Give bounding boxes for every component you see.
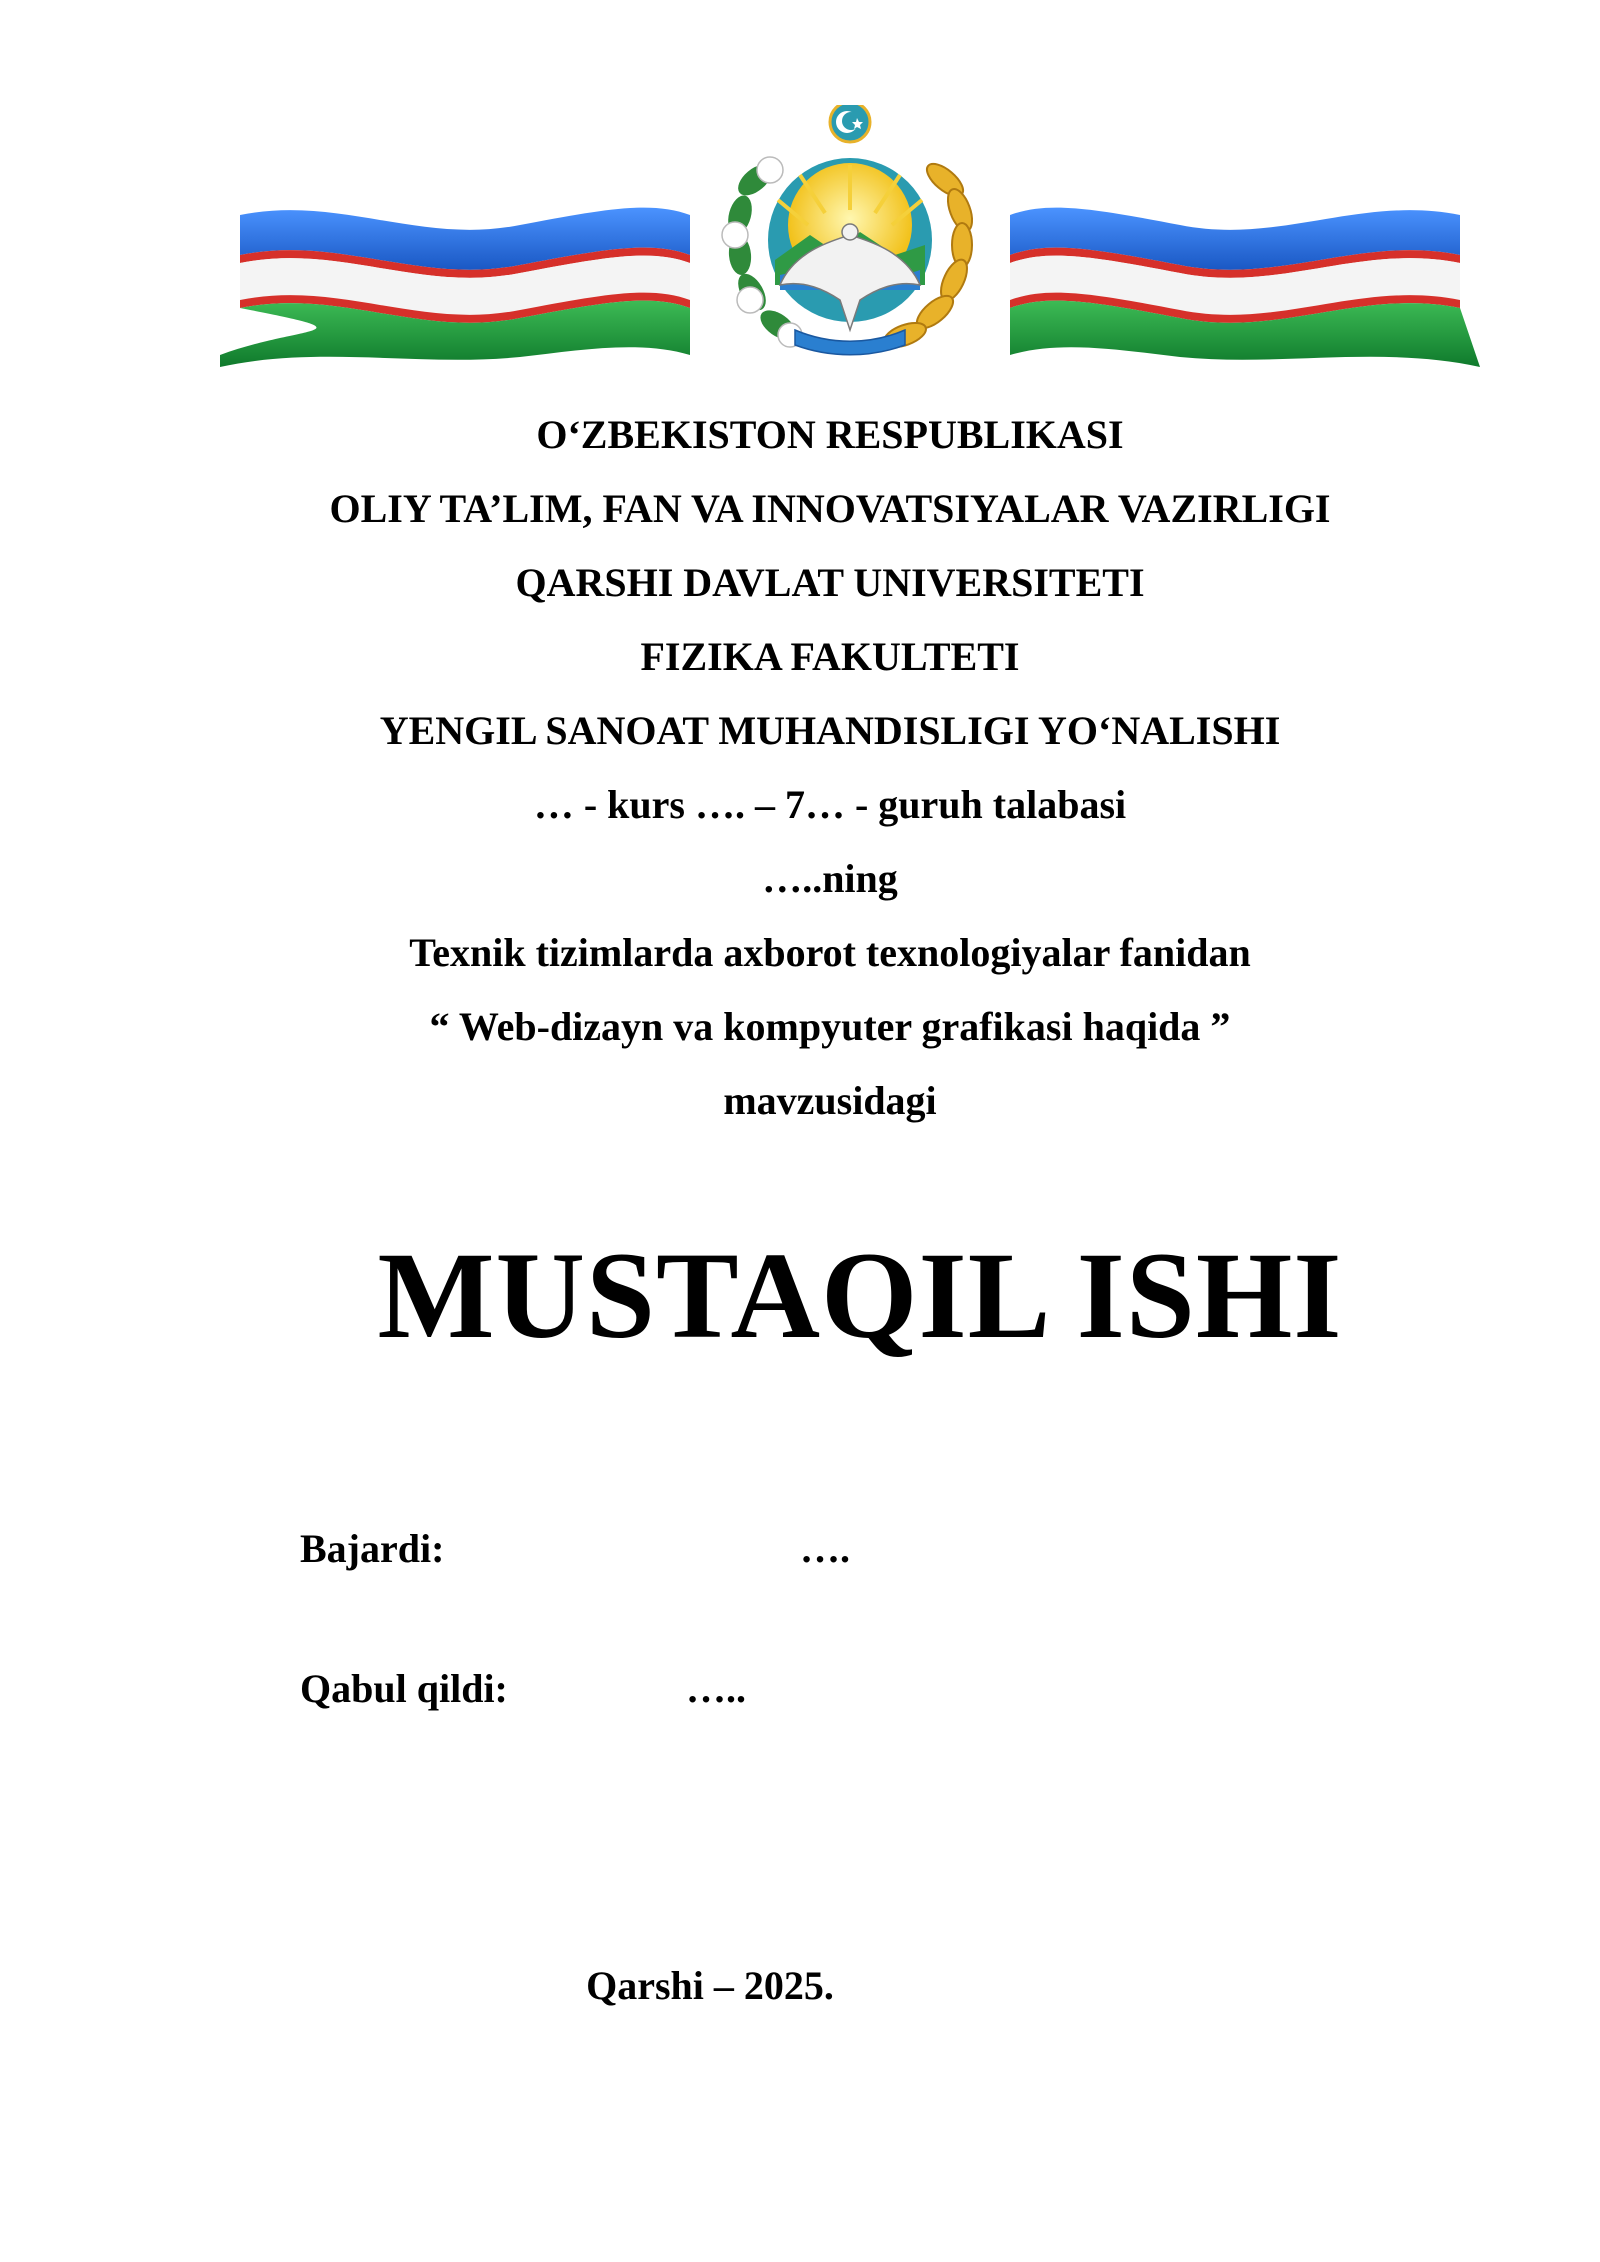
performed-by-label: Bajardi: <box>300 1526 445 1571</box>
subject-line: Texnik tizimlarda axborot texnologiyalar fanidan <box>409 930 1251 975</box>
direction-name: YENGIL SANOAT MUHANDISLIGI YO‘NALISHI <box>379 708 1281 753</box>
performed-by-row <box>300 1525 1000 1585</box>
university-name: QARSHI DAVLAT UNIVERSITETI <box>515 560 1145 605</box>
accepted-by-label: Qabul qildi: <box>300 1666 508 1711</box>
state-emblem <box>722 105 977 355</box>
topic-suffix-line: mavzusidagi <box>723 1078 937 1123</box>
flag-ribbon-left <box>220 208 690 367</box>
accepted-by-row <box>300 1665 1000 1725</box>
faculty-name: FIZIKA FAKULTETI <box>640 634 1020 679</box>
ministry-name: OLIY TA’LIM, FAN VA INNOVATSIYALAR VAZIRLIGI <box>329 486 1331 531</box>
document-title: MUSTAQIL ISHI <box>377 1227 1343 1364</box>
city-year: Qarshi – 2025. <box>586 1963 834 2008</box>
flag-ribbon-right <box>1010 208 1480 367</box>
performed-by-value: …. <box>800 1526 850 1571</box>
country-name: O‘ZBEKISTON RESPUBLIKASI <box>536 412 1124 457</box>
state-emblem-with-flag-image <box>220 105 1480 375</box>
course-group-line: … - kurs …. – 7… - guruh talabasi <box>533 782 1127 827</box>
student-name-line: …..ning <box>762 856 898 901</box>
accepted-by-value: ….. <box>686 1666 746 1711</box>
header-block <box>0 398 1600 1138</box>
crescent-star-icon <box>830 105 870 142</box>
topic-line: “ Web-dizayn va kompyuter grafikasi haqida ” <box>429 1004 1231 1049</box>
